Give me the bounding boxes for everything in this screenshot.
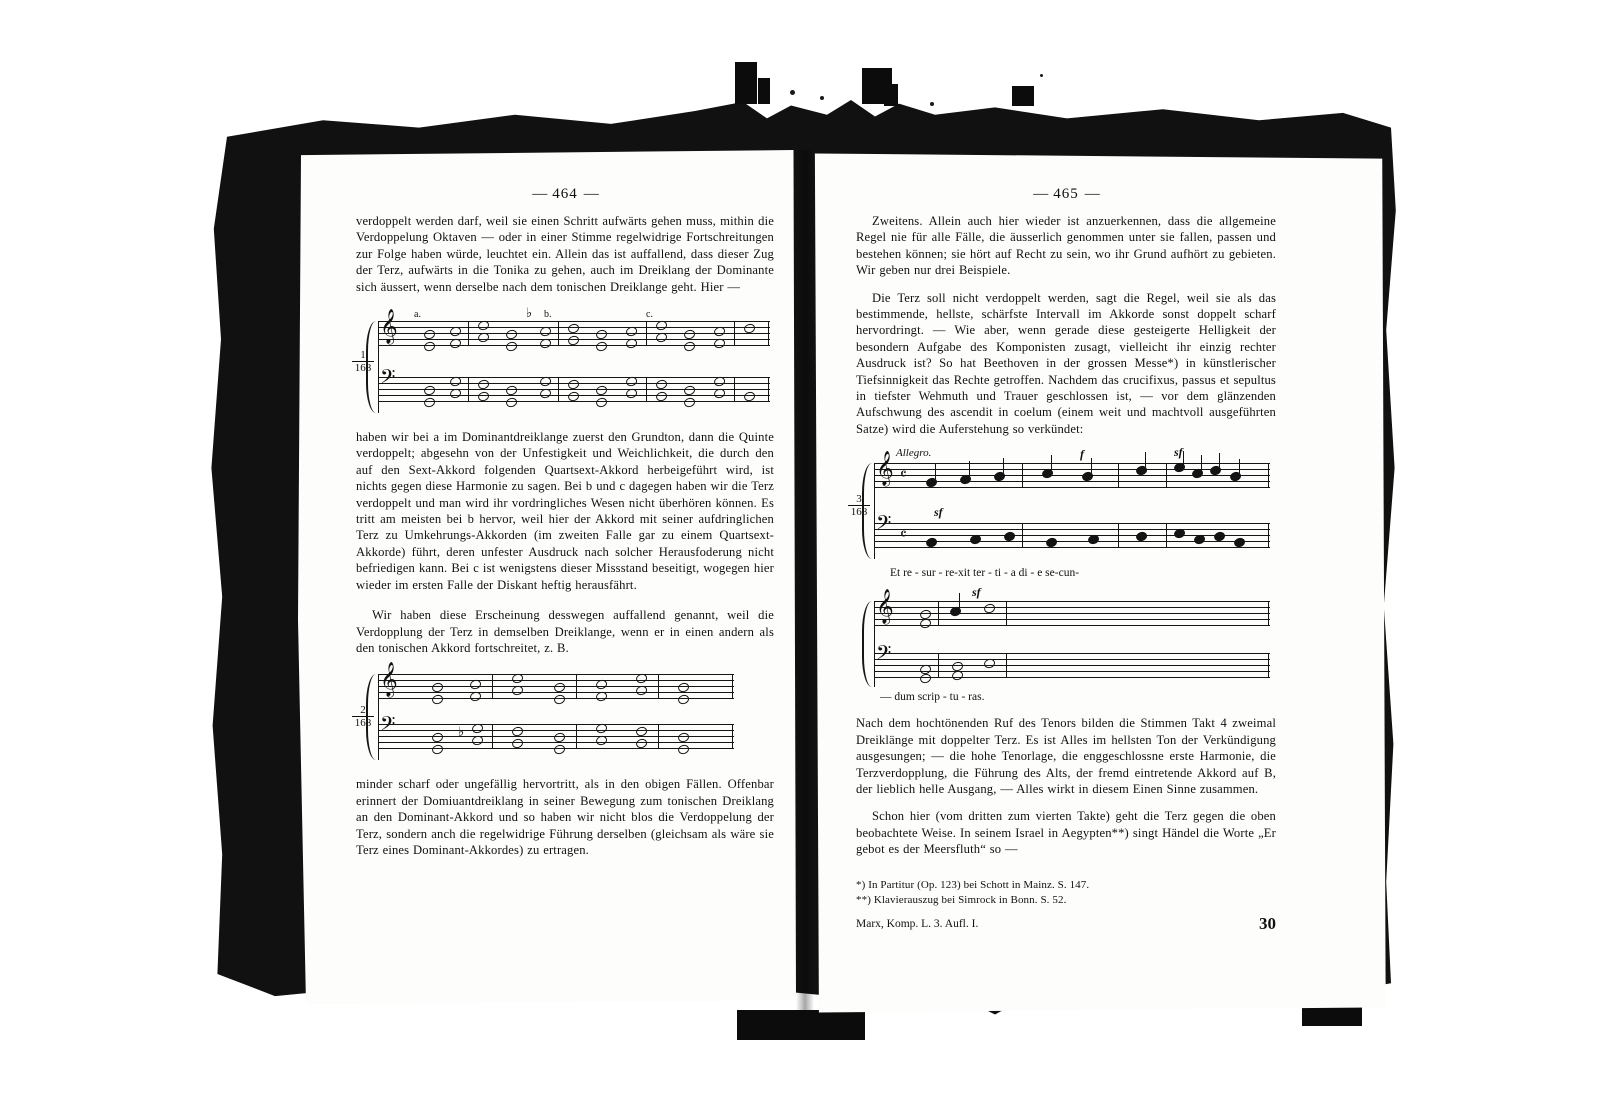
paragraph: haben wir bei a im Dominantdreiklange zuerst den Grundton, dann die Quinte verdoppelt; abgesehn von der Unfestigkeit und Weichlichkeit, die durch den auf den Sext-Akkord folgenden Quartsext-Akkord herbeigeführt wird, ist nichts gegen diese Harmonie zu sagen. Bei b und c dagegen haben wir die Terz verdoppelt und man wird ihr vordringliches Wesen nicht überhören können. Es tritt am meisten bei b hervor, weil hier der Akkord mit seiner aufdringlichen Terz zu Umkehrungs-Akkorden (im zweiten Falle gar zu einem Quartsext-Akkorde) führt, deren unfester Ausdruck nach solcher Herausfoderung nicht befriedigen kann. Bei c ist wenigstens dieser Missstand beseitigt, wogegen hier wieder im ersten Falle der Diskant heftig herausfährt.: [356, 430, 774, 592]
torn-edge-blob: [758, 78, 770, 104]
bass-staff: [874, 505, 1270, 549]
footnote: *) In Partitur (Op. 123) bei Schott in Mainz. S. 147.: [856, 878, 1090, 891]
scan-speck: [790, 90, 795, 95]
paragraph: Zweitens. Allein auch hier wieder ist anzuerkennen, dass die allgemeine Regel nie für alle Fälle, die äusserlich genommen unter sie fallen, passen und bestehen können; sie hört auf Recht zu sein, wo ihr Grund aufhört zu gebieten. Wir geben nur drei Beispiele.: [856, 214, 1276, 278]
torn-edge-blob: [1302, 1006, 1362, 1026]
bass-clef-icon: 𝄢: [380, 365, 396, 394]
dynamic-marking: f: [1080, 447, 1084, 462]
bass-clef-icon: 𝄢: [380, 712, 396, 741]
music-example-2: [354, 662, 774, 764]
bass-staff: [378, 712, 734, 750]
example-number-3: $\frac{3}{168}$: [848, 493, 870, 518]
grand-staff: [874, 585, 1270, 687]
music-example-1: [354, 306, 774, 417]
grand-staff: [378, 306, 770, 413]
paragraph: Nach dem hochtönenden Ruf des Tenors bilden die Stimmen Takt 4 zweimal Dreiklänge mit doppelter Terz. Es ist Alles im hellsten Ton der Verkündigung ausgesungen; — die hohe Tenorlage, die enggeschlossne erste Harmonie, die Terzverdopplung, die Führung des Alts, der fremd eintretende Akkord auf B, der lieblich helle Ausgang, — Alles wirkt in diesem Einen Sinne zusammen.: [856, 716, 1276, 796]
example-label-c: c.: [646, 309, 653, 321]
scan-speck: [930, 102, 934, 106]
right-page-column: [850, 186, 1276, 933]
footnote-block: [856, 878, 1276, 908]
example-number-1: $\frac{1}{168}$: [352, 349, 374, 374]
dynamic-marking: sf: [934, 505, 943, 520]
bass-clef-icon: 𝄢: [876, 641, 892, 670]
paragraph: minder scharf oder ungefällig hervortritt, als in den obigen Fällen. Offenbar erinnert der Domiuantdreiklang in seiner Bewegung zum tonischen Dreiklang an den Dominant-Akkord und so haben wir nicht blos die Verdoppelung der Terz, sondern anch die regelwidrige Führung derselben (gleichsam als wäre sie Terz eines Dominant-Akkordes) zu ertragen.: [356, 777, 774, 857]
common-time-icon: 𝄴: [900, 465, 907, 484]
bass-staff: [874, 641, 1270, 679]
treble-clef-icon: 𝄞: [876, 451, 894, 487]
paragraph: Die Terz soll nicht verdoppelt werden, sagt die Regel, weil sie als das bestimmende, hellste, schärfste Intervall im Akkorde sonst doppelt scharf hervordringt. — Wie aber, wenn gerade diese gesteigerte Helligkeit der besondern Aufgabe des Komponisten zusagt, vielleicht ihr einzig rechter Ausdruck ist? So hat Beethoven in der grossen Messe*) in künstlerischer Tiefsinnigkeit das Rechte getroffen. Nachdem das crucifixus, passus et sepultus in tiefster Wehmuth und Trauer geschlossen ist, — vor dem glänzenden Aufschwung des ascendit in coelum (einem weit und machtvoll ausgeführten Satze) wird die Auferstehung so verkündet:: [856, 290, 1276, 436]
tempo-marking: Allegro.: [896, 447, 932, 460]
treble-clef-icon: 𝄞: [380, 662, 398, 698]
dynamic-marking: sf: [1174, 445, 1183, 460]
torn-edge-blob: [735, 62, 757, 104]
torn-edge-blob: [884, 84, 898, 106]
bass-clef-icon: 𝄢: [876, 511, 892, 540]
lyric-line: Et re - sur - re-xit ter - ti - a di - e se-cun-: [890, 567, 1080, 580]
music-example-3-continued: [856, 585, 1276, 704]
treble-staff: [874, 585, 1270, 627]
sheet-number: 30: [1259, 913, 1276, 933]
common-time-icon: 𝄴: [900, 525, 907, 544]
example-label-a: a.: [414, 309, 421, 321]
paragraph: Schon hier (vom dritten zum vierten Takte) geht die Terz gegen die oben beobachtete Weise. In seinem Israel in Aegypten**) singt Händel die Worte „Er gebot es der Meersfluth“ so —: [856, 809, 1276, 857]
paragraph: verdoppelt werden darf, weil sie einen Schritt aufwärts gehen muss, mithin die Verdoppelung Oktaven — oder in einer Stimme regelwidrige Fortschreitungen zur Folge haben würde, leuchtet ein. Allein das ist auffallend, dass dieser Zug der Terz, aufwärts in die Tonika zu gehen, auch im Dreiklang der Dominante sich äussert, wenn derselbe nach dem tonischen Dreiklange geht. Hier —: [356, 214, 774, 294]
paragraph: Wir haben diese Erscheinung desswegen auffallend genannt, weil die Verdopplung der Terz in demselben Dreiklange, wenn er in einen andern als den tonischen Akkord fortschreitet, z. B.: [356, 608, 774, 655]
grand-staff: [378, 662, 734, 760]
example-label-b: b.: [544, 309, 552, 321]
flat-accidental-icon: ♭: [458, 725, 465, 741]
treble-staff: [378, 306, 770, 347]
page-folio-right: — 465 —: [1033, 186, 1099, 202]
treble-clef-icon: 𝄞: [876, 589, 894, 625]
printer-signature: [856, 913, 1276, 933]
dynamic-marking: sf: [972, 585, 981, 600]
scan-speck: [820, 96, 824, 100]
torn-edge-blob: [1012, 86, 1034, 106]
flat-accidental-icon: ♭: [526, 306, 533, 322]
bass-staff: [378, 365, 770, 403]
treble-staff: [378, 662, 734, 700]
book-gutter: [796, 150, 814, 1010]
torn-edge-blob: [737, 1010, 865, 1040]
left-page-column: [356, 186, 774, 858]
music-example-3: [850, 445, 1276, 583]
scan-speck: [1040, 74, 1043, 77]
lyric-line: — dum scrip - tu - ras.: [880, 691, 985, 704]
footnote: **) Klavierauszug bei Simrock in Bonn. S. 52.: [856, 893, 1067, 906]
treble-clef-icon: 𝄞: [380, 309, 398, 345]
signature-text: Marx, Komp. L. 3. Aufl. I.: [856, 917, 979, 930]
page-folio-left: — 464 —: [532, 186, 598, 202]
example-number-2: $\frac{2}{168}$: [352, 704, 374, 729]
